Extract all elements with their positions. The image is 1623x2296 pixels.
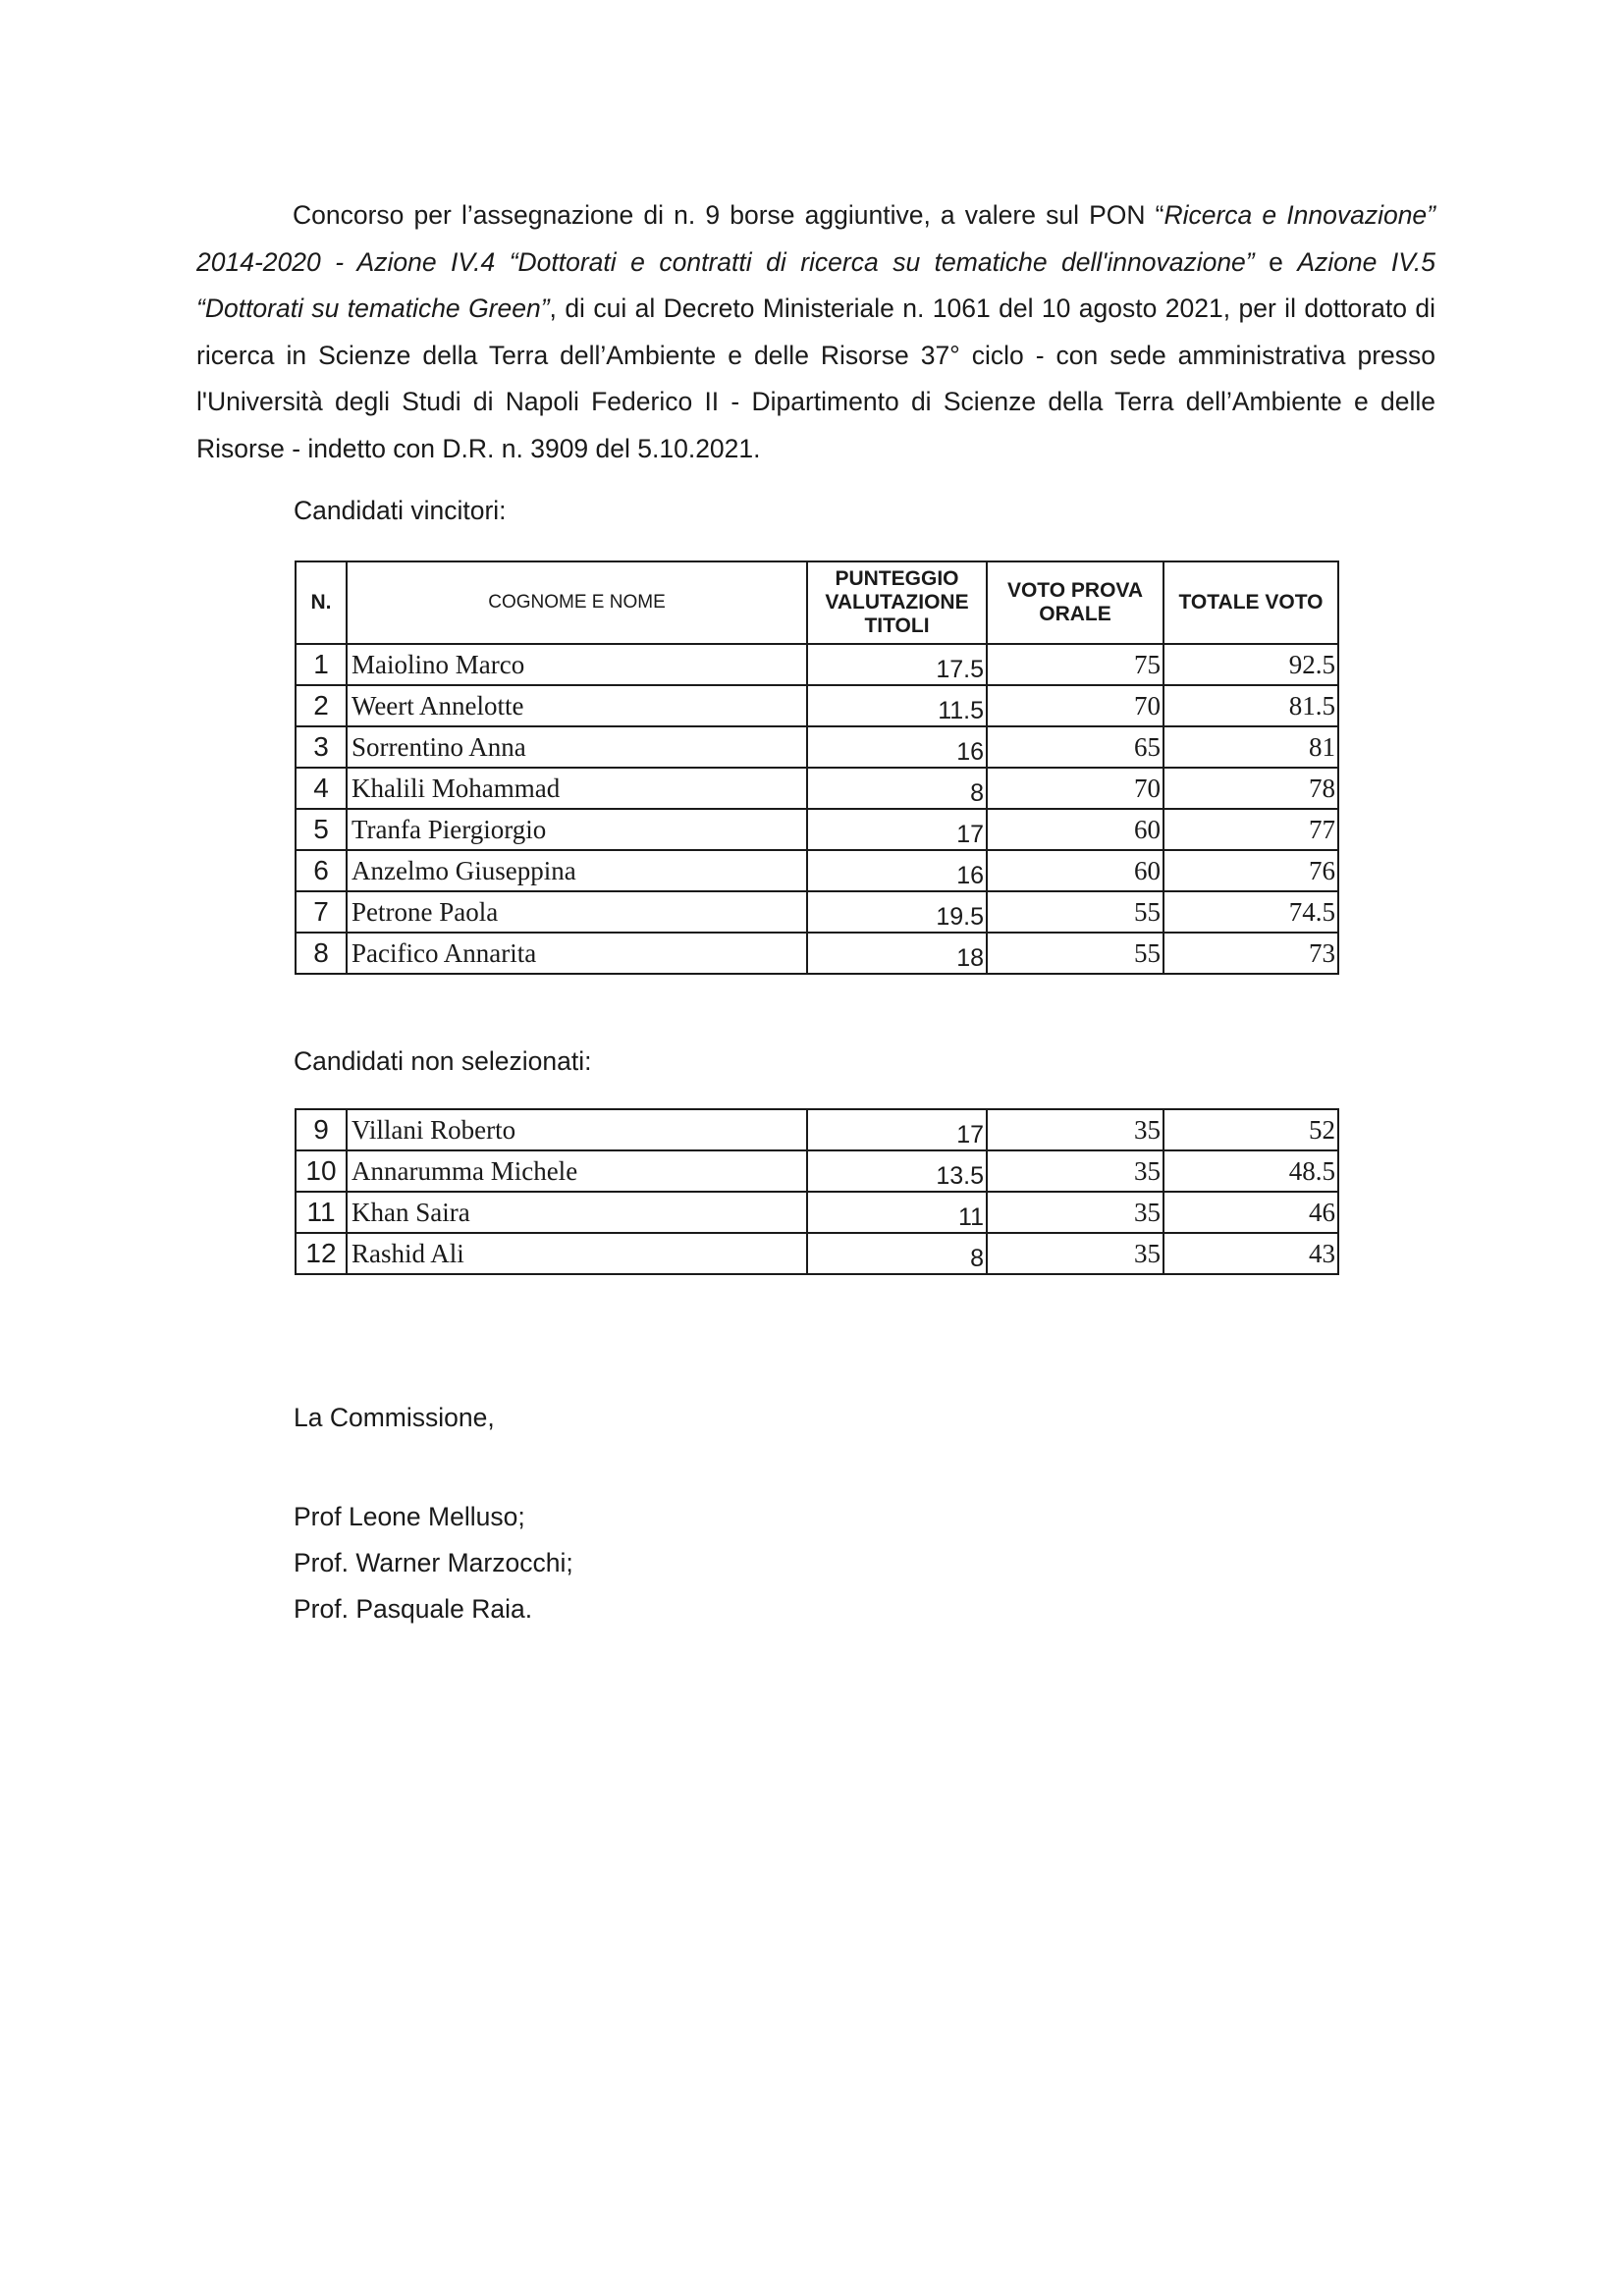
table-row (296, 1233, 1338, 1274)
row-name: Petrone Paola (347, 891, 807, 933)
row-titles: 8 (807, 768, 987, 809)
row-total: 48.5 (1163, 1150, 1338, 1192)
header-n: N. (296, 561, 347, 644)
table-row (296, 891, 1338, 933)
row-number: 3 (296, 726, 347, 768)
intro-text-5: , di cui al Decreto Ministeriale n. 1061 del 10 agosto 2021, per il dottorato di ricerca in Scienze della Terra dell’Ambiente e delle Risorse 37° ciclo - con sede amministrativa presso l'Università degli Studi di Napoli Federico II - Dipartimento di Scienze della Terra dell’Ambiente e delle Risorse - indetto con D.R. n. 3909 del 5.10.2021. (196, 294, 1435, 463)
row-titles: 18 (807, 933, 987, 974)
intro-text-3: e (1254, 246, 1298, 277)
row-number: 7 (296, 891, 347, 933)
intro-text-4: Azione IV.5 “Dottorati su tematiche Green” (196, 246, 1436, 323)
row-name: Rashid Ali (347, 1233, 807, 1274)
row-titles: 11.5 (807, 685, 987, 726)
row-number: 11 (296, 1192, 347, 1233)
intro-text-1: Concorso per l’assegnazione di n. 9 borse aggiuntive, a valere sul PON “ (293, 200, 1164, 230)
header-oral: VOTO PROVA ORALE (987, 561, 1163, 644)
row-number: 8 (296, 933, 347, 974)
commission-member: Prof Leone Melluso; (294, 1502, 525, 1531)
row-oral: 35 (987, 1109, 1163, 1150)
row-oral: 35 (987, 1192, 1163, 1233)
row-total: 92.5 (1163, 644, 1338, 685)
row-number: 4 (296, 768, 347, 809)
commission-member: Prof. Pasquale Raia. (294, 1594, 533, 1624)
row-number: 1 (296, 644, 347, 685)
row-name: Maiolino Marco (347, 644, 807, 685)
row-name: Annarumma Michele (347, 1150, 807, 1192)
commission-label: La Commissione, (294, 1403, 495, 1432)
non-selected-label: Candidati non selezionati: (294, 1046, 592, 1076)
table-row (296, 1192, 1338, 1233)
row-oral: 70 (987, 685, 1163, 726)
table-header-row (296, 561, 1338, 644)
row-number: 10 (296, 1150, 347, 1192)
intro-paragraph (196, 192, 1435, 472)
row-total: 77 (1163, 809, 1338, 850)
row-total: 52 (1163, 1109, 1338, 1150)
row-titles: 17.5 (807, 644, 987, 685)
row-number: 5 (296, 809, 347, 850)
intro-text-2: Ricerca e Innovazione” 2014-2020 - Azione IV.4 “Dottorati e contratti di ricerca su tematiche dell'innovazione” (196, 200, 1435, 277)
row-name: Villani Roberto (347, 1109, 807, 1150)
row-titles: 13.5 (807, 1150, 987, 1192)
row-titles: 11 (807, 1192, 987, 1233)
table-row (296, 1150, 1338, 1192)
table-row (296, 685, 1338, 726)
row-total: 81.5 (1163, 685, 1338, 726)
row-number: 6 (296, 850, 347, 891)
row-titles: 17 (807, 809, 987, 850)
row-titles: 19.5 (807, 891, 987, 933)
table-row (296, 726, 1338, 768)
row-name: Khan Saira (347, 1192, 807, 1233)
table-row (296, 809, 1338, 850)
winners-table (295, 561, 1339, 975)
table-row (296, 933, 1338, 974)
row-number: 2 (296, 685, 347, 726)
row-total: 78 (1163, 768, 1338, 809)
table-row (296, 644, 1338, 685)
row-name: Khalili Mohammad (347, 768, 807, 809)
row-oral: 60 (987, 850, 1163, 891)
row-number: 9 (296, 1109, 347, 1150)
row-total: 43 (1163, 1233, 1338, 1274)
commission-member: Prof. Warner Marzocchi; (294, 1548, 573, 1577)
row-oral: 55 (987, 891, 1163, 933)
row-name: Weert Annelotte (347, 685, 807, 726)
row-total: 74.5 (1163, 891, 1338, 933)
commission-members (294, 1494, 573, 1632)
row-name: Sorrentino Anna (347, 726, 807, 768)
row-name: Tranfa Piergiorgio (347, 809, 807, 850)
table-row (296, 850, 1338, 891)
header-name: COGNOME E NOME (347, 561, 807, 644)
row-name: Anzelmo Giuseppina (347, 850, 807, 891)
row-number: 12 (296, 1233, 347, 1274)
winners-label: Candidati vincitori: (294, 496, 507, 525)
table-row (296, 768, 1338, 809)
non-selected-table (295, 1108, 1339, 1275)
row-total: 81 (1163, 726, 1338, 768)
row-total: 73 (1163, 933, 1338, 974)
row-titles: 16 (807, 850, 987, 891)
header-total: TOTALE VOTO (1163, 561, 1338, 644)
row-oral: 35 (987, 1150, 1163, 1192)
row-oral: 65 (987, 726, 1163, 768)
table-row (296, 1109, 1338, 1150)
row-titles: 8 (807, 1233, 987, 1274)
row-name: Pacifico Annarita (347, 933, 807, 974)
header-titles: PUNTEGGIO VALUTAZIONE TITOLI (807, 561, 987, 644)
row-titles: 17 (807, 1109, 987, 1150)
row-titles: 16 (807, 726, 987, 768)
row-oral: 60 (987, 809, 1163, 850)
row-total: 46 (1163, 1192, 1338, 1233)
row-oral: 75 (987, 644, 1163, 685)
row-oral: 35 (987, 1233, 1163, 1274)
row-total: 76 (1163, 850, 1338, 891)
row-oral: 70 (987, 768, 1163, 809)
row-oral: 55 (987, 933, 1163, 974)
